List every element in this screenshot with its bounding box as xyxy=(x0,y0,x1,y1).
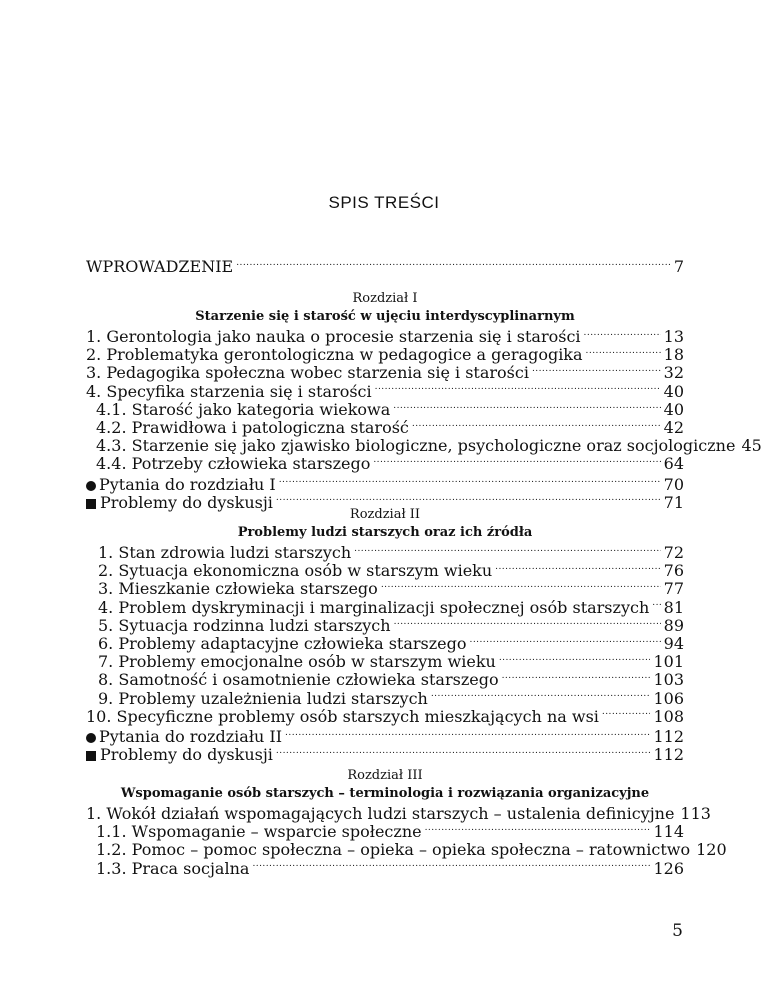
dot-leader xyxy=(373,453,660,469)
dot-leader xyxy=(412,417,661,433)
toc-entry-text: Problematyka gerontologiczna w pedagogice a geragogika xyxy=(106,345,583,365)
toc-entry-text: Sytuacja rodzinna ludzi starszych xyxy=(118,615,391,635)
toc-entry-number: 1. xyxy=(98,543,114,562)
toc-entry-number: 9. xyxy=(98,688,114,708)
toc-entry-questions[interactable] xyxy=(86,474,684,492)
toc-entry-page: 64 xyxy=(663,454,684,474)
toc-entry-label: WPROWADZENIE xyxy=(86,257,234,276)
dot-leader xyxy=(495,560,660,576)
intro-section xyxy=(86,256,684,274)
page-number: 5 xyxy=(672,921,683,941)
toc-entry-page: 103 xyxy=(653,670,684,690)
toc-entry[interactable] xyxy=(86,651,684,672)
toc-entry[interactable] xyxy=(86,669,684,690)
toc-entry-page: 45 xyxy=(741,436,762,456)
toc-entry[interactable] xyxy=(86,597,684,615)
toc-entry-text: Specyficzne problemy osób starszych mieszkających na wsi xyxy=(116,706,599,726)
dot-leader xyxy=(652,597,660,613)
toc-entry-page: 40 xyxy=(663,399,684,419)
toc-entry-page: 32 xyxy=(663,363,684,383)
toc-entry[interactable] xyxy=(86,542,684,560)
toc-entry[interactable] xyxy=(86,803,711,823)
toc-entry-text: Pytania do rozdziału I xyxy=(99,474,276,494)
toc-entry-intro[interactable] xyxy=(86,256,684,274)
toc-entry-number: 1. xyxy=(86,804,102,823)
dot-leader xyxy=(425,821,651,837)
chapter-title: Starzenie się i starość w ujęciu interdyscyplinarnym xyxy=(195,309,575,324)
toc-entry-text: Problemy emocjonalne osób w starszym wieku xyxy=(118,652,496,672)
dot-leader xyxy=(499,651,651,667)
toc-entry-text: Problem dyskryminacji i marginalizacji społecznej osób starszych xyxy=(118,597,650,617)
dot-leader xyxy=(602,706,651,722)
toc-entry-number: 4. xyxy=(98,597,114,617)
toc-entry-number: 2. xyxy=(86,345,102,365)
chapter-3-section xyxy=(86,767,727,878)
toc-entry-text: Specyfika starzenia się i starości xyxy=(106,381,372,401)
toc-entry-page: 76 xyxy=(663,561,684,581)
toc-subentry[interactable] xyxy=(86,399,684,417)
dot-leader xyxy=(431,688,651,704)
toc-entry-text: Starzenie się jako zjawisko biologiczne, psychologiczne oraz socjologiczne xyxy=(131,436,736,456)
toc-entry-text: Pomoc – pomoc społeczna – opieka – opieka społeczna – ratownictwo xyxy=(131,840,691,860)
toc-entry-page: 112 xyxy=(653,726,684,746)
toc-entry[interactable] xyxy=(86,578,684,599)
toc-entry[interactable] xyxy=(86,706,684,724)
toc-entry-page: 7 xyxy=(673,257,684,276)
toc-entry-text: Problemy do dyskusji xyxy=(100,492,273,512)
toc-entry-text: Pytania do rozdziału II xyxy=(99,726,283,746)
toc-entry-page: 94 xyxy=(663,633,684,653)
toc-entry-page: 72 xyxy=(663,543,684,562)
toc-entry-number: 8. xyxy=(98,670,114,690)
chapter-label: Rozdział III xyxy=(347,768,423,783)
dot-leader xyxy=(276,744,651,760)
toc-entry-problems[interactable] xyxy=(86,744,684,765)
toc-entry-number: 3. xyxy=(98,579,114,599)
chapter-label: Rozdział II xyxy=(349,507,421,522)
toc-entry-number: 1.3. xyxy=(96,858,127,878)
toc-entry-number: 1. xyxy=(86,327,102,346)
toc-entry[interactable] xyxy=(86,362,684,383)
chapter-title: Wspomaganie osób starszych – terminologia i rozwiązania organizacyjne xyxy=(120,786,650,801)
toc-entry-questions[interactable] xyxy=(86,726,684,744)
dot-leader xyxy=(375,381,661,397)
toc-entry[interactable] xyxy=(86,381,684,399)
chapter-title: Problemy ludzi starszych oraz ich źródła xyxy=(237,525,533,540)
dot-leader xyxy=(279,474,661,490)
toc-entry[interactable] xyxy=(86,344,684,365)
toc-entry-page: 18 xyxy=(663,345,684,365)
dot-leader xyxy=(381,578,661,594)
toc-entry-number: 1.2. xyxy=(96,840,127,860)
toc-subentry[interactable] xyxy=(86,839,727,860)
chapter-2-section xyxy=(86,506,684,765)
toc-entry-page: 42 xyxy=(663,417,684,437)
toc-entry-text: Potrzeby człowieka starszego xyxy=(131,454,371,474)
toc-entry-page: 114 xyxy=(653,822,684,842)
chapter-label: Rozdział I xyxy=(352,291,418,306)
toc-entry-number: 5. xyxy=(98,615,114,635)
dot-leader xyxy=(584,326,661,342)
toc-entry-number: 7. xyxy=(98,652,114,672)
toc-entry-text: Mieszkanie człowieka starszego xyxy=(118,579,378,599)
toc-entry[interactable] xyxy=(86,615,684,633)
square-bullet-icon xyxy=(86,751,96,761)
toc-entry[interactable] xyxy=(86,688,684,706)
toc-entry-page: 113 xyxy=(680,804,711,823)
toc-entry-number: 3. xyxy=(86,363,102,383)
toc-entry-page: 40 xyxy=(663,381,684,401)
toc-entry[interactable] xyxy=(86,560,684,581)
toc-entry[interactable] xyxy=(86,326,684,344)
toc-entry-page: 120 xyxy=(696,840,727,860)
toc-entry-text: Gerontologia jako nauka o procesie starzenia się i starości xyxy=(106,327,581,346)
toc-entry-text: Prawidłowa i patologiczna starość xyxy=(131,417,409,437)
toc-subentry[interactable] xyxy=(86,435,762,456)
dot-leader xyxy=(470,633,661,649)
toc-entry-text: Problemy uzależnienia ludzi starszych xyxy=(118,688,428,708)
toc-entry-page: 126 xyxy=(653,858,684,878)
toc-entry-page: 77 xyxy=(663,579,684,599)
toc-entry-number: 4.3. xyxy=(96,436,127,456)
toc-entry-page: 13 xyxy=(663,327,684,346)
toc-entry-page: 108 xyxy=(653,706,684,726)
toc-entry-page: 101 xyxy=(653,652,684,672)
dot-leader xyxy=(354,542,661,558)
toc-entry-number: 2. xyxy=(98,561,114,581)
dot-leader xyxy=(236,256,671,272)
toc-entry-page: 106 xyxy=(653,688,684,708)
toc-entry-text: Pedagogika społeczna wobec starzenia się i starości xyxy=(106,363,529,383)
dot-leader xyxy=(394,615,661,631)
toc-entry-page: 71 xyxy=(663,492,684,512)
toc-entry-number: 10. xyxy=(86,706,112,726)
toc-entry-text: Stan zdrowia ludzi starszych xyxy=(118,543,352,562)
toc-entry-text: Sytuacja ekonomiczna osób w starszym wieku xyxy=(118,561,493,581)
circle-bullet-icon xyxy=(86,733,96,743)
toc-entry-text: Wspomaganie – wsparcie społeczne xyxy=(131,822,422,842)
circle-bullet-icon xyxy=(86,481,96,491)
dot-leader xyxy=(502,669,651,685)
toc-subentry[interactable] xyxy=(86,858,684,876)
toc-entry-text: Problemy adaptacyjne człowieka starszego xyxy=(118,633,467,653)
toc-entry-text: Praca socjalna xyxy=(131,858,250,878)
toc-entry-number: 4.4. xyxy=(96,454,127,474)
toc-entry-number: 6. xyxy=(98,633,114,653)
toc-subentry[interactable] xyxy=(86,453,684,474)
dot-leader xyxy=(532,362,661,378)
toc-entry-text: Starość jako kategoria wiekowa xyxy=(131,399,391,419)
toc-entry-number: 4.2. xyxy=(96,417,127,437)
dot-leader xyxy=(252,858,650,874)
toc-entry-number: 1.1. xyxy=(96,822,127,842)
toc-entry-number: 4. xyxy=(86,381,102,401)
toc-entry-page: 112 xyxy=(653,745,684,765)
dot-leader xyxy=(393,399,660,415)
dot-leader xyxy=(285,726,650,742)
toc-entry-text: Samotność i osamotnienie człowieka starszego xyxy=(118,670,499,690)
toc-subentry[interactable] xyxy=(86,417,684,435)
dot-leader xyxy=(586,344,661,360)
page-title: SPIS TREŚCI xyxy=(328,193,440,212)
toc-entry-text: Wokół działań wspomagających ludzi starszych – ustalenia definicyjne xyxy=(106,804,675,823)
toc-entry-number: 4.1. xyxy=(96,399,127,419)
toc-entry-text: Problemy do dyskusji xyxy=(100,745,273,765)
toc-entry[interactable] xyxy=(86,633,684,651)
toc-subentry[interactable] xyxy=(86,821,684,842)
toc-entry-page: 89 xyxy=(663,615,684,635)
toc-entry-page: 70 xyxy=(663,474,684,494)
toc-entry-page: 81 xyxy=(663,597,684,617)
chapter-1-section xyxy=(86,290,762,512)
